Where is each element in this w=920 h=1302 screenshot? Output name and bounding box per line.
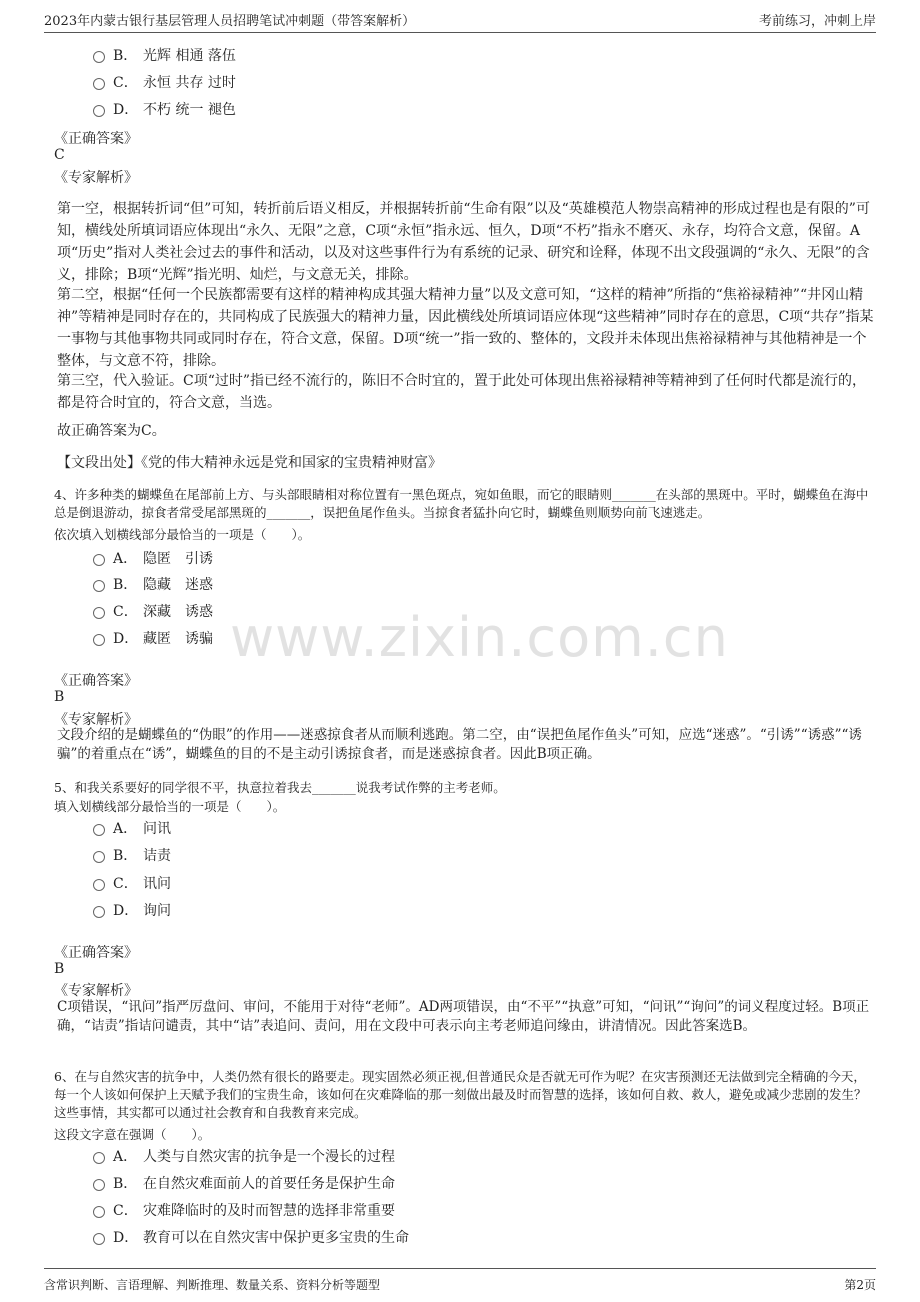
q6-option-c[interactable]	[93, 1200, 395, 1220]
option-text: 讯问	[143, 876, 171, 892]
q4-option-c[interactable]	[93, 601, 213, 621]
q3-analysis-paragraph-3: 第三空，代入验证。C项“过时”指已经不流行的，陈旧不合时宜的，置于此处可体现出焦裕禄精神等精神到了任何时代都是流行的，都是符合时宜的，符合文意，当选。	[57, 373, 867, 411]
footer-subjects: 含常识判断、言语理解、判断推理、数量关系、资料分析等题型	[44, 1278, 381, 1292]
q5-option-c[interactable]	[93, 873, 171, 893]
option-text: 光辉 相通 落伍	[143, 48, 236, 64]
q5-option-a[interactable]	[93, 818, 171, 838]
radio-icon[interactable]	[93, 1206, 105, 1218]
option-letter: A．	[113, 821, 138, 837]
q4-analysis-label: 《专家解析》	[54, 712, 138, 728]
page-number: 第2页	[844, 1278, 876, 1292]
option-letter: B．	[113, 1176, 138, 1192]
header-slogan: 考前练习，冲刺上岸	[758, 14, 876, 29]
q4-option-b[interactable]	[93, 574, 213, 594]
radio-icon[interactable]	[93, 554, 105, 566]
radio-icon[interactable]	[93, 580, 105, 592]
q6-option-b[interactable]	[93, 1173, 395, 1193]
q5-answer: B	[54, 961, 65, 977]
option-text: 灾难降临时的及时而智慧的选择非常重要	[143, 1203, 395, 1219]
radio-icon[interactable]	[93, 1179, 105, 1191]
page-header	[44, 10, 876, 33]
option-letter: C．	[113, 604, 138, 620]
q3-analysis-paragraph-2: 第二空，根据“任何一个民族都需要有这样的精神构成其强大精神力量”以及文意可知，“这样的精神”所指的“焦裕禄精神”“井冈山精神”等精神是同时存在的，共同构成了民族强大的精神力量，因此横线处所填词语应体现“这些精神”同时存在的意思，C项“共存”指某一事物与其他事物共同或同时存在，符合文意，保留。D项“统一”指一致的、整体的，文段并未体现出焦裕禄精神与其他精神是一个整体，与文意不符，排除。	[57, 287, 874, 369]
option-letter: D．	[113, 1230, 139, 1246]
q5-analysis-label: 《专家解析》	[54, 983, 138, 999]
radio-icon[interactable]	[93, 607, 105, 619]
option-letter: B．	[113, 577, 138, 593]
q6-option-a[interactable]	[93, 1146, 395, 1166]
q3-option-d[interactable]	[93, 99, 236, 119]
option-letter: A．	[113, 551, 138, 567]
radio-icon[interactable]	[93, 879, 105, 891]
q4-prompt: 依次填入划横线部分最恰当的一项是（ ）。	[54, 527, 311, 542]
q4-stem: 4、许多种类的蝴蝶鱼在尾部前上方、与头部眼睛相对称位置有一黑色斑点，宛如鱼眼，而它的眼睛则_______在头部的黑斑中。平时，蝴蝶鱼在海中总是倒退游动，掠食者常受尾部黑斑的_______，误把鱼尾作鱼头。当掠食者猛扑向它时，蝴蝶鱼则顺势向前飞速逃走。	[54, 487, 869, 520]
radio-icon[interactable]	[93, 634, 105, 646]
option-letter: D．	[113, 903, 139, 919]
option-letter: D．	[113, 631, 139, 647]
option-letter: C．	[113, 75, 138, 91]
page-footer	[44, 1268, 876, 1293]
q4-option-d[interactable]	[93, 628, 213, 648]
radio-icon[interactable]	[93, 51, 105, 63]
option-text: 问讯	[143, 821, 171, 837]
q3-answer: C	[54, 147, 65, 163]
option-letter: D．	[113, 102, 139, 118]
option-text: 诘责	[143, 848, 171, 864]
option-text: 教育可以在自然灾害中保护更多宝贵的生命	[143, 1230, 409, 1246]
radio-icon[interactable]	[93, 1233, 105, 1245]
q4-answer: B	[54, 689, 65, 705]
q3-source: 【文段出处】《党的伟大精神永远是党和国家的宝贵精神财富》	[57, 455, 442, 471]
q6-stem: 6、在与自然灾害的抗争中，人类仍然有很长的路要走。现实固然必须正视,但普通民众是否就无可作为呢？在灾害预测还无法做到完全精确的今天，每一个人该如何保护上天赋予我们的宝贵生命，该如何在灾难降临的那一刻做出最及时而智慧的选择，该如何自救、救人，避免或减少悲剧的发生？这些事情，其实都可以通过社会教育和自我教育来完成。	[54, 1069, 867, 1120]
radio-icon[interactable]	[93, 78, 105, 90]
q5-option-b[interactable]	[93, 845, 171, 865]
radio-icon[interactable]	[93, 824, 105, 836]
option-text: 不朽 统一 褪色	[143, 102, 236, 118]
q3-analysis-label: 《专家解析》	[54, 170, 138, 186]
option-letter: C．	[113, 1203, 138, 1219]
q6-option-d[interactable]	[93, 1227, 409, 1247]
q5-analysis: C项错误，“讯问”指严厉盘问、审问，不能用于对待“老师”。AD两项错误，由“不平”“执意”可知，“问讯”“询问”的词义程度过轻。B项正确，“诘责”指诘问谴责，其中“诘”表追问、责问，用在文段中可表示向主考老师追问缘由，讲清情况。因此答案选B。	[57, 999, 870, 1034]
q5-stem: 5、和我关系要好的同学很不平，执意拉着我去_______说我考试作弊的主考老师。	[54, 780, 506, 795]
radio-icon[interactable]	[93, 906, 105, 918]
q6-prompt: 这段文字意在强调（ ）。	[54, 1127, 211, 1142]
q5-prompt: 填入划横线部分最恰当的一项是（ ）。	[54, 799, 286, 814]
radio-icon[interactable]	[93, 105, 105, 117]
option-text: 隐藏 迷惑	[143, 577, 213, 593]
option-letter: A．	[113, 1149, 138, 1165]
radio-icon[interactable]	[93, 1152, 105, 1164]
q3-option-c[interactable]	[93, 72, 236, 92]
option-text: 藏匿 诱骗	[143, 631, 213, 647]
option-text: 永恒 共存 过时	[143, 75, 236, 91]
option-text: 深藏 诱惑	[143, 604, 213, 620]
q5-answer-label: 《正确答案》	[54, 945, 138, 961]
q5-option-d[interactable]	[93, 900, 171, 920]
watermark: www.zixin.com.cn	[230, 606, 729, 669]
option-text: 人类与自然灾害的抗争是一个漫长的过程	[143, 1149, 395, 1165]
q3-option-b[interactable]	[93, 45, 236, 65]
radio-icon[interactable]	[93, 851, 105, 863]
q4-answer-label: 《正确答案》	[54, 673, 138, 689]
q3-answer-label: 《正确答案》	[54, 131, 138, 147]
q3-analysis-paragraph-1: 第一空，根据转折词“但”可知，转折前后语义相反，并根据转折前“生命有限”以及“英雄模范人物崇高精神的形成过程也是有限的”可知，横线处所填词语应体现出“永久、无限”之意，C项“永恒”指永远、恒久，D项“不朽”指永不磨灭、永存，均符合文意，保留。A项“历史”指对人类社会过去的事件和活动，以及对这些事件行为有系统的记录、研究和诠释，体现不出文段强调的“永久、无限”的含义，排除；B项“光辉”指光明、灿烂，与文意无关，排除。	[57, 201, 870, 283]
q3-conclusion: 故正确答案为C。	[57, 423, 166, 439]
q4-analysis: 文段介绍的是蝴蝶鱼的“伪眼”的作用——迷惑掠食者从而顺利逃跑。第二空，由“误把鱼尾作鱼头”可知，应选“迷惑”。“引诱”“诱惑”“诱骗”的着重点在“诱”，蝴蝶鱼的目的不是主动引诱掠食者，而是迷惑掠食者。因此B项正确。	[57, 727, 862, 762]
option-text: 在自然灾难面前人的首要任务是保护生命	[143, 1176, 395, 1192]
option-letter: B．	[113, 848, 138, 864]
q4-option-a[interactable]	[93, 548, 213, 568]
document-title: 2023年内蒙古银行基层管理人员招聘笔试冲刺题（带答案解析）	[44, 14, 416, 29]
option-text: 询问	[143, 903, 171, 919]
option-letter: C．	[113, 876, 138, 892]
option-text: 隐匿 引诱	[143, 551, 213, 567]
option-letter: B．	[113, 48, 138, 64]
